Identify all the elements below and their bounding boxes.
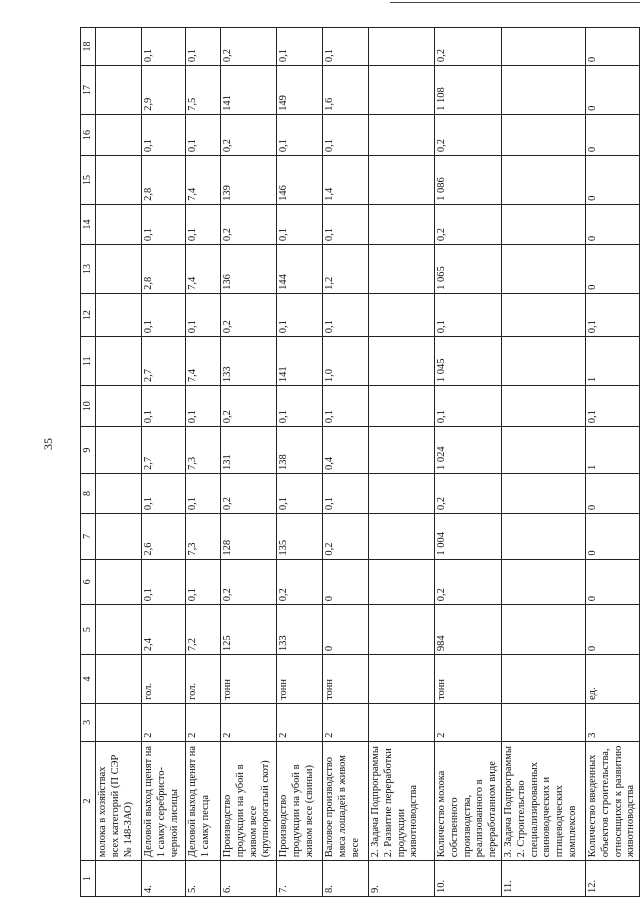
value-cell: 2,9 (142, 66, 186, 115)
value-cell: 984 (435, 605, 502, 655)
unit-of-measure: тонн (323, 655, 369, 704)
column-number: 8 (81, 473, 96, 513)
value-cell (501, 514, 585, 560)
value-cell (96, 386, 142, 427)
column-number: 13 (81, 245, 96, 294)
value-cell: 1 004 (435, 514, 502, 560)
table-row (585, 28, 639, 897)
value-cell: 1 065 (435, 245, 502, 294)
value-cell: 136 (221, 245, 277, 294)
source-ref: 2 (277, 703, 323, 741)
value-cell (501, 337, 585, 386)
value-cell: 0,1 (142, 28, 186, 66)
value-cell: 0,1 (142, 559, 186, 605)
row-number: 6. (221, 861, 277, 897)
value-cell: 133 (277, 605, 323, 655)
value-cell: 0,1 (186, 293, 221, 336)
value-cell: 0,1 (186, 559, 221, 605)
value-cell: 1 108 (435, 66, 502, 115)
value-cell (369, 245, 435, 294)
value-cell: 0,2 (435, 473, 502, 513)
value-cell: 0 (585, 514, 639, 560)
unit-of-measure (96, 655, 142, 704)
value-cell (501, 386, 585, 427)
value-cell: 0 (585, 559, 639, 605)
unit-of-measure: ед. (585, 655, 639, 704)
value-cell: 0,1 (323, 293, 369, 336)
indicator-name: Количество введенных объектов строительства, относящихся к развитию животноводства (585, 741, 639, 860)
table-frame (80, 27, 637, 897)
value-cell: 0,2 (221, 114, 277, 155)
column-number: 16 (81, 114, 96, 155)
value-cell: 0,1 (186, 114, 221, 155)
table-row (186, 28, 221, 897)
value-cell: 0,1 (142, 293, 186, 336)
value-cell: 7,4 (186, 337, 221, 386)
value-cell: 0,1 (186, 386, 221, 427)
table-row (142, 28, 186, 897)
column-number: 11 (81, 337, 96, 386)
value-cell: 133 (221, 337, 277, 386)
column-number: 12 (81, 293, 96, 336)
value-cell (96, 559, 142, 605)
value-cell: 0,2 (221, 293, 277, 336)
column-number: 3 (81, 703, 96, 741)
value-cell: 131 (221, 427, 277, 474)
indicator-name: 2. Задача Подпрограммы 2. Развитие переработки продукции животноводства (369, 741, 435, 860)
value-cell (96, 114, 142, 155)
table-row (323, 28, 369, 897)
value-cell (501, 559, 585, 605)
table-row (501, 28, 585, 897)
row-number: 5. (186, 861, 221, 897)
value-cell: 0,1 (277, 204, 323, 244)
value-cell: 0,1 (277, 293, 323, 336)
value-cell: 1,4 (323, 156, 369, 205)
table-row (96, 28, 142, 897)
value-cell (369, 293, 435, 336)
unit-of-measure (501, 655, 585, 704)
value-cell: 0 (323, 605, 369, 655)
value-cell: 141 (277, 337, 323, 386)
column-number: 5 (81, 605, 96, 655)
value-cell: 0,2 (221, 559, 277, 605)
value-cell (501, 114, 585, 155)
column-number-row (81, 28, 96, 897)
indicator-name: Количество молока собственного производства, реализованного в переработанном виде (435, 741, 502, 860)
unit-of-measure: тонн (221, 655, 277, 704)
value-cell: 0,1 (186, 28, 221, 66)
value-cell: 0,1 (277, 386, 323, 427)
value-cell (369, 28, 435, 66)
value-cell: 0 (585, 156, 639, 205)
value-cell: 1 (585, 337, 639, 386)
value-cell: 0,1 (142, 204, 186, 244)
value-cell: 1 024 (435, 427, 502, 474)
column-number: 9 (81, 427, 96, 474)
value-cell: 1,2 (323, 245, 369, 294)
source-ref: 2 (186, 703, 221, 741)
source-ref (369, 703, 435, 741)
value-cell: 138 (277, 427, 323, 474)
value-cell: 0,2 (435, 559, 502, 605)
value-cell: 2,4 (142, 605, 186, 655)
indicator-name: Деловой выход щенят на 1 самку серебристо-черной лисицы (142, 741, 186, 860)
value-cell (501, 293, 585, 336)
value-cell: 0,2 (221, 386, 277, 427)
indicators-table (80, 27, 640, 897)
row-number (96, 861, 142, 897)
value-cell: 1 (585, 427, 639, 474)
source-ref: 2 (435, 703, 502, 741)
value-cell: 0,2 (221, 28, 277, 66)
value-cell: 0,1 (323, 204, 369, 244)
column-number: 14 (81, 204, 96, 244)
value-cell (501, 427, 585, 474)
value-cell: 125 (221, 605, 277, 655)
value-cell (96, 514, 142, 560)
value-cell (369, 386, 435, 427)
value-cell: 0,1 (277, 114, 323, 155)
value-cell: 0,2 (435, 114, 502, 155)
value-cell: 0,1 (585, 386, 639, 427)
value-cell: 0,1 (142, 114, 186, 155)
indicator-name: Деловой выход щенят на 1 самку песца (186, 741, 221, 860)
value-cell: 0,1 (323, 386, 369, 427)
table-row (221, 28, 277, 897)
value-cell: 0 (585, 28, 639, 66)
value-cell: 149 (277, 66, 323, 115)
column-number: 7 (81, 514, 96, 560)
value-cell: 0,1 (186, 204, 221, 244)
unit-of-measure: гол. (186, 655, 221, 704)
value-cell: 0,2 (435, 28, 502, 66)
column-number: 2 (81, 741, 96, 860)
value-cell: 2,7 (142, 337, 186, 386)
value-cell: 0,2 (221, 204, 277, 244)
unit-of-measure: тонн (277, 655, 323, 704)
column-number: 4 (81, 655, 96, 704)
value-cell (369, 559, 435, 605)
value-cell: 128 (221, 514, 277, 560)
value-cell: 0,1 (323, 28, 369, 66)
value-cell: 7,4 (186, 245, 221, 294)
value-cell (501, 156, 585, 205)
source-ref: 2 (323, 703, 369, 741)
row-number: 8. (323, 861, 369, 897)
value-cell: 0,1 (277, 473, 323, 513)
value-cell: 0,1 (142, 386, 186, 427)
value-cell (96, 156, 142, 205)
table-row (435, 28, 502, 897)
table-row (369, 28, 435, 897)
value-cell (369, 114, 435, 155)
value-cell: 7,3 (186, 427, 221, 474)
indicator-name: 3. Задача Подпрограммы 2. Строительство специализированных свиноводческих и птицеводческих комплексов (501, 741, 585, 860)
source-ref (501, 703, 585, 741)
value-cell (96, 66, 142, 115)
value-cell: 0,1 (323, 473, 369, 513)
source-ref: 3 (585, 703, 639, 741)
value-cell: 1 086 (435, 156, 502, 205)
value-cell (96, 605, 142, 655)
page-number: 35 (41, 438, 55, 450)
unit-of-measure: тонн (435, 655, 502, 704)
value-cell: 2,8 (142, 245, 186, 294)
value-cell (501, 245, 585, 294)
value-cell: 0,1 (186, 473, 221, 513)
row-number: 11. (501, 861, 585, 897)
value-cell (369, 204, 435, 244)
unit-of-measure (369, 655, 435, 704)
value-cell: 0,1 (323, 114, 369, 155)
value-cell: 0,1 (142, 473, 186, 513)
value-cell (369, 156, 435, 205)
indicator-name: Валовое производство мяса лошадей в живом весе (323, 741, 369, 860)
row-number: 7. (277, 861, 323, 897)
value-cell: 0 (323, 559, 369, 605)
value-cell (96, 245, 142, 294)
value-cell: 139 (221, 156, 277, 205)
row-number: 10. (435, 861, 502, 897)
value-cell: 0,2 (221, 473, 277, 513)
value-cell (96, 28, 142, 66)
value-cell (501, 204, 585, 244)
column-number: 15 (81, 156, 96, 205)
value-cell: 1,0 (323, 337, 369, 386)
value-cell (369, 605, 435, 655)
value-cell: 2,8 (142, 156, 186, 205)
value-cell: 0 (585, 245, 639, 294)
unit-of-measure: гол. (142, 655, 186, 704)
value-cell (96, 204, 142, 244)
value-cell: 7,4 (186, 156, 221, 205)
value-cell: 1,6 (323, 66, 369, 115)
value-cell: 1 045 (435, 337, 502, 386)
value-cell: 135 (277, 514, 323, 560)
value-cell (369, 337, 435, 386)
value-cell: 144 (277, 245, 323, 294)
value-cell: 0 (585, 114, 639, 155)
value-cell (369, 427, 435, 474)
value-cell (96, 337, 142, 386)
value-cell (96, 427, 142, 474)
indicator-name: молока в хозяйствах всех категорий (П СЭР № 148-ЗАО) (96, 741, 142, 860)
source-ref (96, 703, 142, 741)
value-cell: 0,2 (323, 514, 369, 560)
row-number: 4. (142, 861, 186, 897)
value-cell: 0 (585, 473, 639, 513)
top-rule (390, 2, 640, 3)
value-cell (501, 605, 585, 655)
value-cell: 7,2 (186, 605, 221, 655)
value-cell: 146 (277, 156, 323, 205)
value-cell: 0,2 (277, 559, 323, 605)
indicator-name: Производство продукции на убой в живом весе (свиньи) (277, 741, 323, 860)
table-row (277, 28, 323, 897)
indicator-name: Производство продукции на убой в живом весе (крупнорогатый скот) (221, 741, 277, 860)
value-cell: 0 (585, 204, 639, 244)
value-cell (369, 66, 435, 115)
value-cell (501, 66, 585, 115)
column-number: 18 (81, 28, 96, 66)
value-cell (96, 473, 142, 513)
value-cell: 0,1 (277, 28, 323, 66)
value-cell: 0 (585, 605, 639, 655)
value-cell: 0,4 (323, 427, 369, 474)
value-cell: 2,6 (142, 514, 186, 560)
value-cell: 7,3 (186, 514, 221, 560)
column-number: 10 (81, 386, 96, 427)
rotated-table-container (80, 27, 637, 897)
source-ref: 2 (221, 703, 277, 741)
value-cell: 7,5 (186, 66, 221, 115)
value-cell: 2,7 (142, 427, 186, 474)
value-cell (96, 293, 142, 336)
row-number: 9. (369, 861, 435, 897)
row-number: 12. (585, 861, 639, 897)
column-number: 17 (81, 66, 96, 115)
value-cell: 0,1 (435, 386, 502, 427)
value-cell: 141 (221, 66, 277, 115)
value-cell: 0 (585, 66, 639, 115)
value-cell: 0,1 (435, 293, 502, 336)
value-cell: 0,1 (585, 293, 639, 336)
column-number: 1 (81, 861, 96, 897)
source-ref: 2 (142, 703, 186, 741)
column-number: 6 (81, 559, 96, 605)
value-cell: 0,2 (435, 204, 502, 244)
value-cell (501, 28, 585, 66)
value-cell (501, 473, 585, 513)
value-cell (369, 473, 435, 513)
value-cell (369, 514, 435, 560)
